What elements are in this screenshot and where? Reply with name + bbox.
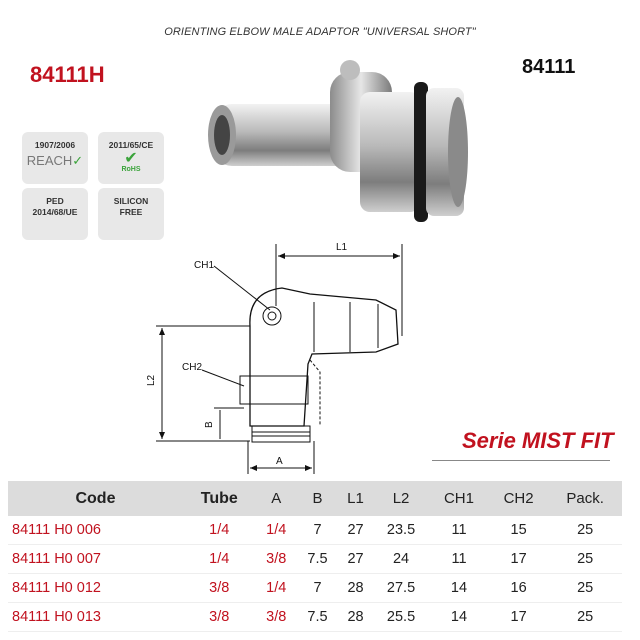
table-row: 84111 H0 012 3/8 1/4 7 28 27.5 14 16 25 bbox=[8, 574, 622, 603]
check-icon: ✔ bbox=[124, 150, 138, 167]
header-ch1: CH1 bbox=[429, 481, 489, 516]
product-photo bbox=[200, 52, 470, 222]
table-header-row bbox=[8, 481, 622, 516]
a-label: A bbox=[276, 456, 283, 467]
l2-label: L2 bbox=[146, 374, 157, 386]
header-pack: Pack. bbox=[548, 481, 622, 516]
spec-table bbox=[8, 481, 622, 632]
header-code: Code bbox=[8, 481, 183, 516]
ped-badge: PED 2014/68/UE bbox=[22, 188, 88, 240]
series-title: Serie MIST FIT bbox=[462, 428, 614, 453]
technical-drawing bbox=[140, 236, 430, 476]
header-ch2: CH2 bbox=[489, 481, 549, 516]
rohs-badge: 2011/65/CE ✔ RoHS bbox=[98, 132, 164, 184]
product-subtitle: ORIENTING ELBOW MALE ADAPTOR "UNIVERSAL SHORT" bbox=[164, 26, 476, 38]
ch2-label: CH2 bbox=[182, 362, 203, 373]
header-l2: L2 bbox=[373, 481, 429, 516]
variant-code: 84111H bbox=[30, 62, 105, 87]
check-icon: ✓ bbox=[72, 153, 84, 168]
table-row: 84111 H0 006 1/4 1/4 7 27 23.5 11 15 25 bbox=[8, 516, 622, 545]
series-underline bbox=[432, 460, 610, 461]
header-b: B bbox=[297, 481, 338, 516]
ch1-label: CH1 bbox=[194, 260, 215, 271]
l1-label: L1 bbox=[336, 242, 348, 253]
header-tube: Tube bbox=[183, 481, 256, 516]
product-code: 84111 bbox=[522, 56, 576, 78]
table-row: 84111 H0 013 3/8 3/8 7.5 28 25.5 14 17 25 bbox=[8, 603, 622, 632]
table-row: 84111 H0 007 1/4 3/8 7.5 27 24 11 17 25 bbox=[8, 545, 622, 574]
header-a: A bbox=[256, 481, 297, 516]
silicon-free-badge: SILICON FREE bbox=[98, 188, 164, 240]
header-l1: L1 bbox=[338, 481, 373, 516]
reach-badge: 1907/2006 REACH✓ bbox=[22, 132, 88, 184]
b-label: B bbox=[204, 421, 215, 428]
